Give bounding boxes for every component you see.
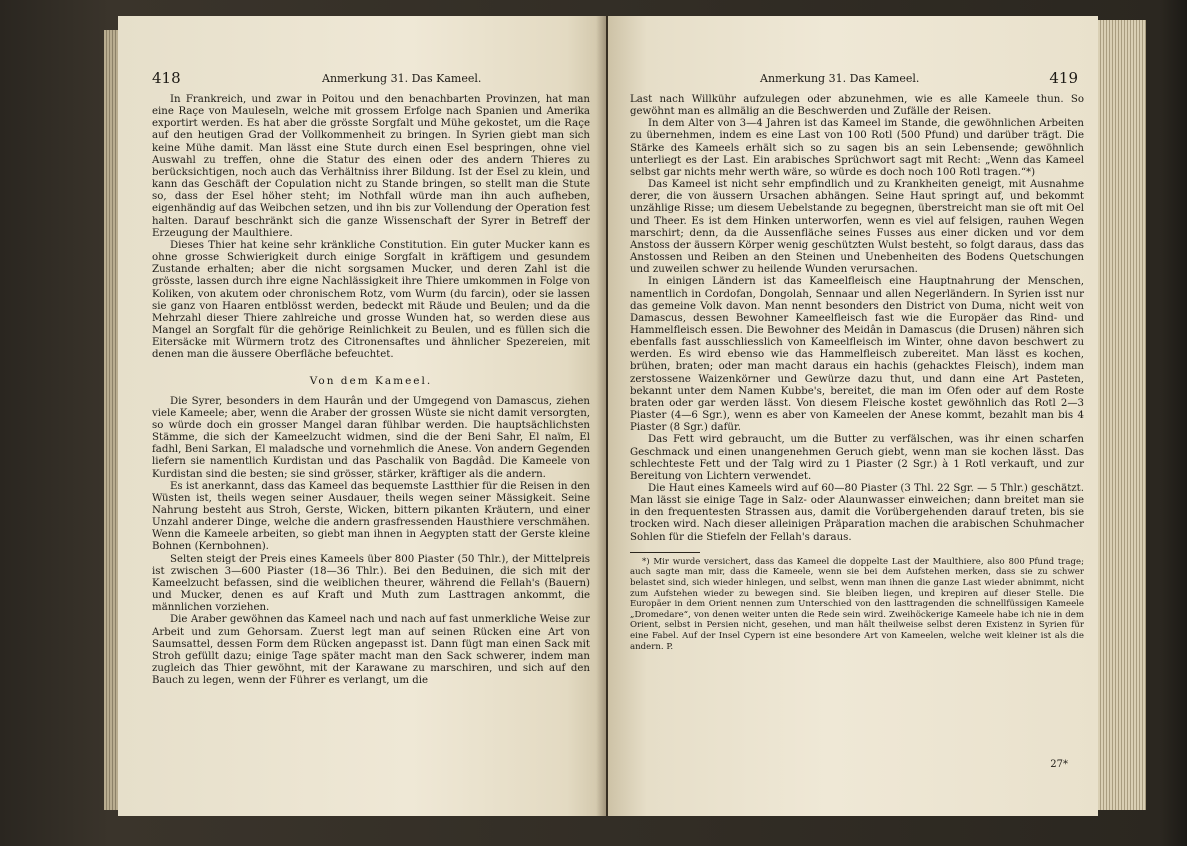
right-page-body xyxy=(630,94,1084,652)
right-page xyxy=(608,16,1098,816)
right-paragraph-1: In dem Alter von 3—4 Jahren ist das Kameel im Stande, die gewöhnlichen Arbeiten zu übernehmen, indem es eine Last von 100 Rotl (500 Pfund) und darüber trägt. Die Stärke des Kameels erhält sich so zu sagen bis an sein Lebensende; gewöhnlich unterliegt es der Last. Ein arabisches Sprüchwort sagt mit Recht: „Wenn das Kameel selbst gar nichts mehr werth wäre, so würde es doch noch 100 Rotl tragen.“*) xyxy=(630,118,1084,178)
footnote xyxy=(630,557,1084,652)
left-paragraph-5: Selten steigt der Preis eines Kameels über 800 Piaster (50 Thlr.), der Mittelpreis ist zwischen 3—600 Piaster (18—36 Thlr.). Bei den Beduinen, die sich mit der Kameelzucht befassen, sind die weiblichen theurer, während die Fellah's (Bauern) und Mucker, denen es auf Kraft und Muth zum Lasttragen ankommt, die männlichen vorziehen. xyxy=(152,553,590,614)
left-paragraph-2: Dieses Thier hat keine sehr kränkliche Constitution. Ein guter Mucker kann es ohne grosse Schwierigkeit durch einige Sorgfalt in kräftigem und gesundem Zustande erhalten; aber die nicht sorgsamen Mucker, und deren Zahl ist die grösste, lassen durch ihre eigne Nachlässigkeit ihre Thiere umkommen in Folge von Koliken, von akutem oder chronischem Rotz, vom Wurm (du farcin), oder sie lassen sie ganz von Haaren entblösst werden, bedeckt mit Räude und Beulen; und da die Mehrzahl dieser Thiere zahlreiche und grosse Wunden hat, so werden diese aus Mangel an Sorgfalt für die gehörige Reinlichkeit zu Beulen, und es füllen sich die Eitersäcke mit Würmern trotz des Citronensaftes und ähnlicher Spezereien, mit denen man die äussere Oberfläche befeuchtet. xyxy=(152,239,590,361)
left-paragraph-4: Es ist anerkannt, dass das Kameel das bequemste Lastthier für die Reisen in den Wüsten ist, theils wegen seiner Ausdauer, theils wegen seiner Mässigkeit. Seine Nahrung besteht aus Stroh, Gerste, Wicken, bittern pikanten Kräutern, und einer Unzahl anderer Dinge, welche die andern grasfressenden Hausthiere verschmähen. Wenn die Kameele arbeiten, so giebt man ihnen in Aegypten statt der Gerste kleine Bohnen (Kernbohnen). xyxy=(152,480,590,553)
section-title: Von dem Kameel. xyxy=(309,375,433,388)
right-paragraph-5: Die Haut eines Kameels wird auf 60—80 Piaster (3 Thl. 22 Sgr. — 5 Thlr.) geschätzt. Man lässt sie einige Tage in Salz- oder Alaunwasser einweichen; dann breitet man sie in den frequentesten Strassen aus, damit die Vorübergehenden darauf treten, bis sie trocken wird. Nach dieser alleinigen Präparation machen die arabischen Schuhmacher Sohlen für die Stiefeln der Fellah's daraus. xyxy=(630,483,1084,543)
left-page-number: 418 xyxy=(152,69,181,87)
left-paragraph-3: Die Syrer, besonders in dem Haurân und der Umgegend von Damascus, ziehen viele Kameele; aber, wenn die Araber der grossen Wüste sie nicht damit versorgten, so würde doch ein grosser Mangel daran fühlbar werden. Die hauptsächlichsten Stämme, die sich der Kameelzucht widmen, sind die der Beni Sahr, El naïm, El fadhl, Beni Sarkan, El maladsche und vornehmlich die Anese. Von andern Gegenden liefern sie namentlich Kurdistan und das Paschalik von Bagdâd. Die Kameele von Kurdistan sind die besten; sie sind grösser, stärker, kräftiger als die andern. xyxy=(152,395,590,480)
footnote-text: *) Mir wurde versichert, dass das Kameel die doppelte Last der Maulthiere, also 800 Pfund trage; auch sagte man mir, dass die Kameele, wenn sie bei dem Aufstehen merken, dass sie zu schwer belastet sind, sich wieder hinlegen, und selbst, wenn man ihnen die ganze Last wieder abnimmt, nicht zum Aufstehen wieder zu bewegen sind. Sie bleiben liegen, und krepiren auf dieser Stelle. Die Europäer in dem Orient nennen zum Unterschied von den lasttragenden die schnellfüssigen Kameele „Dromedare“, von denen weiter unten die Rede sein wird. Zweihöckerige Kameele habe ich nie in dem Orient, selbst in Persien nicht, gesehen, und man hält theilweise selbst deren Existenz in Syrien für eine Fabel. Auf der Insel Cypern ist eine besondere Art von Kameelen, welche weit kleiner ist als die andern. P. xyxy=(630,556,1084,652)
right-page-edges xyxy=(1098,20,1146,810)
left-page xyxy=(118,16,606,816)
right-running-head: Anmerkung 31. Das Kameel. xyxy=(760,72,920,85)
right-paragraph-2: Das Kameel ist nicht sehr empfindlich und zu Krankheiten geneigt, mit Ausnahme derer, die von äussern Ursachen abhängen. Seine Haut springt auf, und bekommt unzählige Risse; um diesem Uebelstande zu begegnen, überstreicht man sie oft mit Oel und Theer. Es ist dem Hinken unterworfen, wenn es viel auf felsigen, rauhen Wegen marschirt; denn, da die Aussenfläche seines Fusses aus einer dicken und vor dem Anstoss der äussern Körper wenig geschützten Wulst besteht, so folgt daraus, dass das Anstossen und Reiben an den Steinen und Unebenheiten des Bodens Quetschungen und zuweilen schwer zu heilende Wunden verursachen. xyxy=(630,179,1084,276)
footnote-rule xyxy=(630,552,700,553)
left-paragraph-1: In Frankreich, und zwar in Poitou und den benachbarten Provinzen, hat man eine Raçe von Mauleseln, welche mit grossem Erfolge nach Spanien und Amerika exportirt werden. Es hat aber die grösste Sorgfalt und Mühe gekostet, um die Raçe auf den heutigen Grad der Vollkommenheit zu bringen. In Syrien giebt man sich keine Mühe damit. Man lässt eine Stute durch einen Esel bespringen, ohne viel Auswahl zu treffen, ohne die Statur des einen oder des andern Thieres zu berücksichtigen, noch auch das Verhältniss ihrer Bildung. Ist der Esel zu klein, und kann das Geschäft der Copulation nicht zu Stande bringen, so stellt man die Stute so, dass der Esel höher steht; im Nothfall würde man ihn auch aufheben, eigenhändig auf das Weibchen setzen, und ihn bis zur Vollendung der Operation fest halten. Darauf beschränkt sich die ganze Wissenschaft der Syrer in Betreff der Erzeugung der Maulthiere. xyxy=(152,94,590,239)
left-running-head: Anmerkung 31. Das Kameel. xyxy=(322,72,482,85)
right-paragraph-4: Das Fett wird gebraucht, um die Butter zu verfälschen, was ihr einen scharfen Geschmack und einen unangenehmen Geruch giebt, wenn man sie kochen lässt. Das schlechteste Fett und der Talg wird zu 1 Piaster (2 Sgr.) à 1 Rotl verkauft, und zur Bereitung von Lichtern verwendet. xyxy=(630,434,1084,482)
left-page-body xyxy=(152,94,590,687)
signature-mark: 27* xyxy=(1050,759,1068,770)
right-paragraph-3: In einigen Ländern ist das Kameelfleisch eine Hauptnahrung der Menschen, namentlich in Cordofan, Dongolah, Sennaar und allen Negerländern. In Syrien isst nur das gemeine Volk davon. Man nennt besonders den District von Duma, nicht weit von Damascus, dessen Bewohner Kameelfleisch fast wie die Europäer das Rind- und Hammelfleisch essen. Die Bewohner des Meidân in Damascus (die Drusen) nähren sich ebenfalls fast ausschliesslich von Kameelfleisch im Winter, ohne davon beschwert zu werden. Es wird ebenso wie das Hammelfleisch zubereitet. Man lässt es kochen, brühen, braten; oder man macht daraus ein hachis (gehacktes Fleisch), indem man zerstossene Waizenkörner und Gewürze dazu thut, und dann eine Art Pasteten, bekannt unter dem Namen Kubbe's, bereitet, die man im Ofen oder auf dem Roste braten oder gar werden lässt. Von diesem Fleische kostet gewöhnlich das Rotl 2—3 Piaster (4—6 Sgr.), wenn es aber von Kameelen der Anese kommt, bezahlt man bis 4 Piaster (8 Sgr.) dafür. xyxy=(630,276,1084,434)
right-page-number: 419 xyxy=(1049,69,1078,87)
left-page-edges xyxy=(104,30,118,810)
right-paragraph-0: Last nach Willkühr aufzulegen oder abzunehmen, wie es alle Kameele thun. So gewöhnt man es allmälig an die Beschwerden und Zufälle der Reisen. xyxy=(630,94,1084,118)
left-paragraph-6: Die Araber gewöhnen das Kameel nach und nach auf fast unmerkliche Weise zur Arbeit und zum Gehorsam. Zuerst legt man auf seinen Rücken eine Art von Saumsattel, dessen Form dem Rücken angepasst ist. Dann fügt man einen Sack mit Stroh gefüllt dazu; einige Tage später macht man den Sack schwerer, indem man zugleich das Thier gewöhnt, mit der Karawane zu marschiren, und sich auf den Bauch zu legen, wenn der Führer es verlangt, um die xyxy=(152,614,590,687)
